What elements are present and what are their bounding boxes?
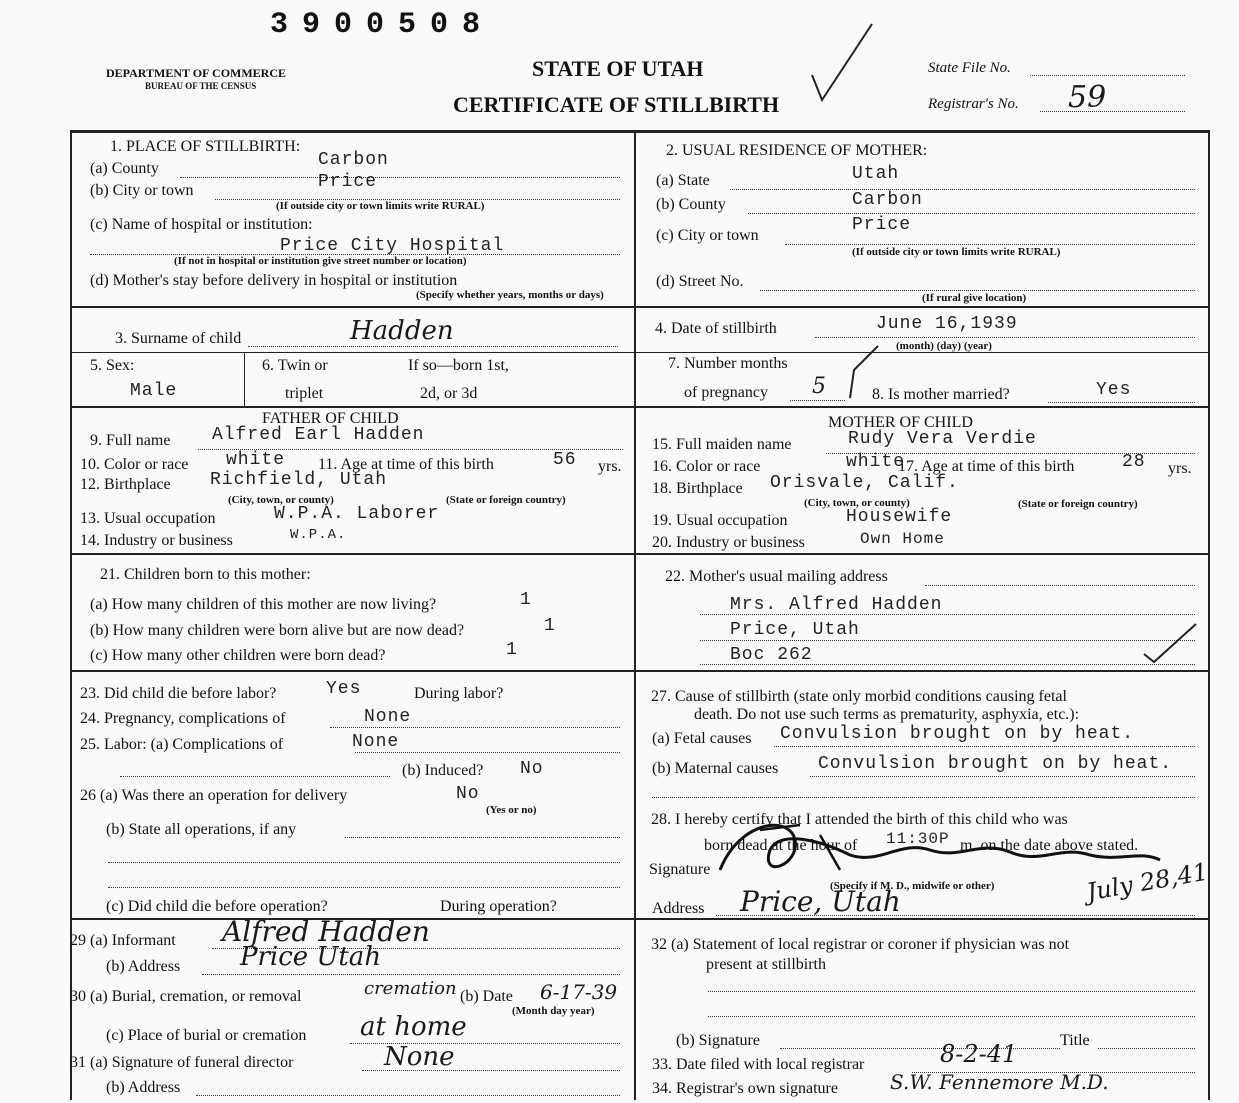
place-city-value: Price xyxy=(318,172,378,192)
place-hospital-value: Price City Hospital xyxy=(280,236,505,256)
informant-address-label: (b) Address xyxy=(106,958,181,975)
place-county-value: Carbon xyxy=(318,150,389,170)
certify-line-1: 28. I hereby certify that I attended the birth of this child who was xyxy=(651,811,1068,828)
place-hospital-note: (If not in hospital or institution give street number or location) xyxy=(174,255,467,267)
q24-label: 24. Pregnancy, complications of xyxy=(80,710,286,727)
father-birthplace-note1: (City, town, or county) xyxy=(228,494,334,506)
stillbirth-date-note: (month) (day) (year) xyxy=(896,340,992,352)
father-occupation-value: W.P.A. Laborer xyxy=(274,504,440,524)
serial-number: 3900508 xyxy=(270,8,495,42)
mother-age-label: 17. Age at time of this birth xyxy=(898,458,1075,475)
mother-birthplace-value: Orisvale, Calif. xyxy=(770,473,959,493)
mother-race-label: 16. Color or race xyxy=(652,458,761,475)
q23-value: Yes xyxy=(326,679,362,699)
twin-order-label: 2d, or 3d xyxy=(420,385,478,402)
place-hospital-label: (c) Name of hospital or institution: xyxy=(90,216,313,233)
date-filed-label: 33. Date filed with local registrar xyxy=(652,1056,865,1073)
months-value: 5 xyxy=(812,374,826,399)
children-title: 21. Children born to this mother: xyxy=(100,566,311,583)
father-industry-value: W.P.A. xyxy=(290,527,347,543)
funeral-director-address-label: (b) Address xyxy=(106,1079,181,1096)
mother-birthplace-label: 18. Birthplace xyxy=(652,480,743,497)
yes-no-note: (Yes or no) xyxy=(486,804,537,816)
months-label: 7. Number months xyxy=(668,355,788,372)
q26c-during-label: During operation? xyxy=(440,898,557,915)
check-mark-icon xyxy=(820,340,880,400)
q26a-label: 26 (a) Was there an operation for delivery xyxy=(80,787,348,804)
q23-label: 23. Did child die before labor? xyxy=(80,685,277,702)
burial-date-value: 6-17-39 xyxy=(540,980,618,1004)
place-stay-label: (d) Mother's stay before delivery in hospital or institution xyxy=(90,272,458,289)
state-title: STATE OF UTAH xyxy=(532,56,704,81)
residence-state-label: (a) State xyxy=(656,172,710,189)
burial-date-note: (Month day year) xyxy=(512,1005,595,1017)
mother-heading: MOTHER OF CHILD xyxy=(828,414,973,431)
cause-title-1: 27. Cause of stillbirth (state only morbid conditions causing fetal xyxy=(651,688,1067,705)
q24-value: None xyxy=(364,707,412,727)
residence-state-value: Utah xyxy=(852,164,900,184)
twin-born-label: If so—born 1st, xyxy=(408,357,509,374)
q26a-value: No xyxy=(456,784,480,804)
married-value: Yes xyxy=(1096,380,1132,400)
father-race-value: white xyxy=(226,450,286,470)
father-heading: FATHER OF CHILD xyxy=(262,410,399,427)
registrar-title-label: Title xyxy=(1060,1032,1090,1049)
pregnancy-label: of pregnancy xyxy=(684,384,768,401)
mother-age-value: 28 xyxy=(1122,452,1146,472)
registrar-own-signature-label: 34. Registrar's own signature xyxy=(652,1080,838,1097)
children-stillborn-label: (c) How many other children were born dead? xyxy=(90,647,386,664)
mother-birthplace-note2: (State or foreign country) xyxy=(1018,498,1138,510)
mother-race-value: white xyxy=(846,452,906,472)
residence-city-label: (c) City or town xyxy=(656,227,759,244)
father-birthplace-label: 12. Birthplace xyxy=(80,476,171,493)
burial-value: cremation xyxy=(364,978,457,999)
surname-value: Hadden xyxy=(350,316,454,346)
mother-age-unit: yrs. xyxy=(1168,460,1192,477)
mother-industry-label: 20. Industry or business xyxy=(652,534,805,551)
mother-name-value: Rudy Vera Verdie xyxy=(848,429,1037,449)
residence-city-value: Price xyxy=(852,215,912,235)
mother-birthplace-note1: (City, town, or county) xyxy=(804,497,910,509)
address-label: Address xyxy=(652,900,705,917)
q25-label: 25. Labor: (a) Complications of xyxy=(80,736,284,753)
burial-date-label: (b) Date xyxy=(460,988,513,1005)
children-dead-value: 1 xyxy=(544,616,556,636)
children-stillborn-value: 1 xyxy=(506,640,518,660)
cause-title-2: death. Do not use such terms as prematurity, asphyxia, etc.): xyxy=(694,706,1080,723)
maternal-causes-label: (b) Maternal causes xyxy=(652,760,779,777)
mailing-label: 22. Mother's usual mailing address xyxy=(665,568,888,585)
informant-value: Alfred Hadden xyxy=(222,915,430,948)
informant-address-value: Price Utah xyxy=(240,942,382,972)
q26b-label: (b) State all operations, if any xyxy=(106,821,297,838)
check-mark-icon xyxy=(1140,620,1200,665)
father-name-value: Alfred Earl Hadden xyxy=(212,425,425,445)
father-name-label: 9. Full name xyxy=(90,432,171,449)
department-name: DEPARTMENT OF COMMERCE xyxy=(106,66,287,80)
registrar-no-value: 59 xyxy=(1068,80,1107,115)
certify-time: 11:30P xyxy=(886,830,950,848)
father-age-label: 11. Age at time of this birth xyxy=(318,456,494,473)
residence-street-note: (If rural give location) xyxy=(922,292,1027,304)
stillbirth-date-label: 4. Date of stillbirth xyxy=(655,320,777,337)
children-living-label: (a) How many children of this mother are now living? xyxy=(90,596,437,613)
informant-label: 29 (a) Informant xyxy=(70,932,176,949)
children-living-value: 1 xyxy=(520,590,532,610)
mother-name-label: 15. Full maiden name xyxy=(652,436,792,453)
father-occupation-label: 13. Usual occupation xyxy=(80,510,216,527)
father-birthplace-note2: (State or foreign country) xyxy=(446,494,566,506)
registrar-no-label: Registrar's No. xyxy=(928,96,1019,112)
place-county-label: (a) County xyxy=(90,160,159,177)
father-age-unit: yrs. xyxy=(598,458,622,475)
twin-label: 6. Twin or xyxy=(262,357,328,374)
residence-county-label: (b) County xyxy=(656,196,726,213)
place-city-note: (If outside city or town limits write RURAL) xyxy=(276,200,485,212)
father-birthplace-value: Richfield, Utah xyxy=(210,470,388,490)
maternal-causes-value: Convulsion brought on by heat. xyxy=(818,754,1173,774)
place-stay-note: (Specify whether years, months or days) xyxy=(416,289,604,301)
twin-triplet-label: triplet xyxy=(285,385,324,402)
q25b-value: No xyxy=(520,759,544,779)
children-dead-label: (b) How many children were born alive but are now dead? xyxy=(90,622,465,639)
mother-occupation-value: Housewife xyxy=(846,507,953,527)
residence-county-value: Carbon xyxy=(852,190,923,210)
sex-value: Male xyxy=(130,381,178,401)
fetal-causes-label: (a) Fetal causes xyxy=(652,730,752,747)
registrar-own-signature-value: S.W. Fennemore M.D. xyxy=(890,1070,1109,1094)
q25-value: None xyxy=(352,732,400,752)
signature-note: (Specify if M. D., midwife or other) xyxy=(830,880,995,892)
registrar-signature-label: (b) Signature xyxy=(676,1032,760,1049)
q25b-label: (b) Induced? xyxy=(402,762,484,779)
q23-during-label: During labor? xyxy=(414,685,504,702)
registrar-statement-2: present at stillbirth xyxy=(706,956,826,973)
check-mark-icon xyxy=(800,20,880,110)
mailing-line-1: Mrs. Alfred Hadden xyxy=(730,595,943,615)
father-industry-label: 14. Industry or business xyxy=(80,532,233,549)
mother-industry-value: Own Home xyxy=(860,530,945,548)
mother-occupation-label: 19. Usual occupation xyxy=(652,512,788,529)
stillbirth-date-value: June 16,1939 xyxy=(876,314,1018,334)
bureau-name: BUREAU OF THE CENSUS xyxy=(145,81,257,91)
residence-city-note: (If outside city or town limits write RURAL) xyxy=(852,246,1061,258)
sex-label: 5. Sex: xyxy=(90,357,135,374)
funeral-director-value: None xyxy=(384,1042,455,1072)
residence-street-label: (d) Street No. xyxy=(656,273,744,290)
mailing-line-2: Price, Utah xyxy=(730,620,860,640)
signature-label: Signature xyxy=(649,861,711,878)
burial-place-label: (c) Place of burial or cremation xyxy=(106,1027,307,1044)
state-file-label: State File No. xyxy=(928,60,1011,76)
physician-address: Price, Utah xyxy=(740,885,901,918)
certify-line-2b: m. on the date above stated. xyxy=(960,837,1139,854)
date-filed-value: 8-2-41 xyxy=(940,1040,1018,1068)
burial-label: 30 (a) Burial, cremation, or removal xyxy=(70,988,302,1005)
place-title: 1. PLACE OF STILLBIRTH: xyxy=(110,138,301,155)
father-age-value: 56 xyxy=(553,450,577,470)
surname-label: 3. Surname of child xyxy=(115,330,242,347)
place-city-label: (b) City or town xyxy=(90,182,194,199)
funeral-director-label: 31 (a) Signature of funeral director xyxy=(70,1054,294,1071)
fetal-causes-value: Convulsion brought on by heat. xyxy=(780,724,1135,744)
residence-title: 2. USUAL RESIDENCE OF MOTHER: xyxy=(666,142,928,159)
burial-place-value: at home xyxy=(360,1012,467,1042)
married-label: 8. Is mother married? xyxy=(872,386,1010,403)
registrar-statement-1: 32 (a) Statement of local registrar or coroner if physician was not xyxy=(651,936,1070,953)
q26c-label: (c) Did child die before operation? xyxy=(106,898,328,915)
father-race-label: 10. Color or race xyxy=(80,456,189,473)
certify-line-2a: born dead at the hour of xyxy=(704,837,858,854)
certification-date: July 28,41 xyxy=(1084,857,1211,907)
mailing-line-3: Boc 262 xyxy=(730,645,813,665)
document-title: CERTIFICATE OF STILLBIRTH xyxy=(453,92,780,117)
